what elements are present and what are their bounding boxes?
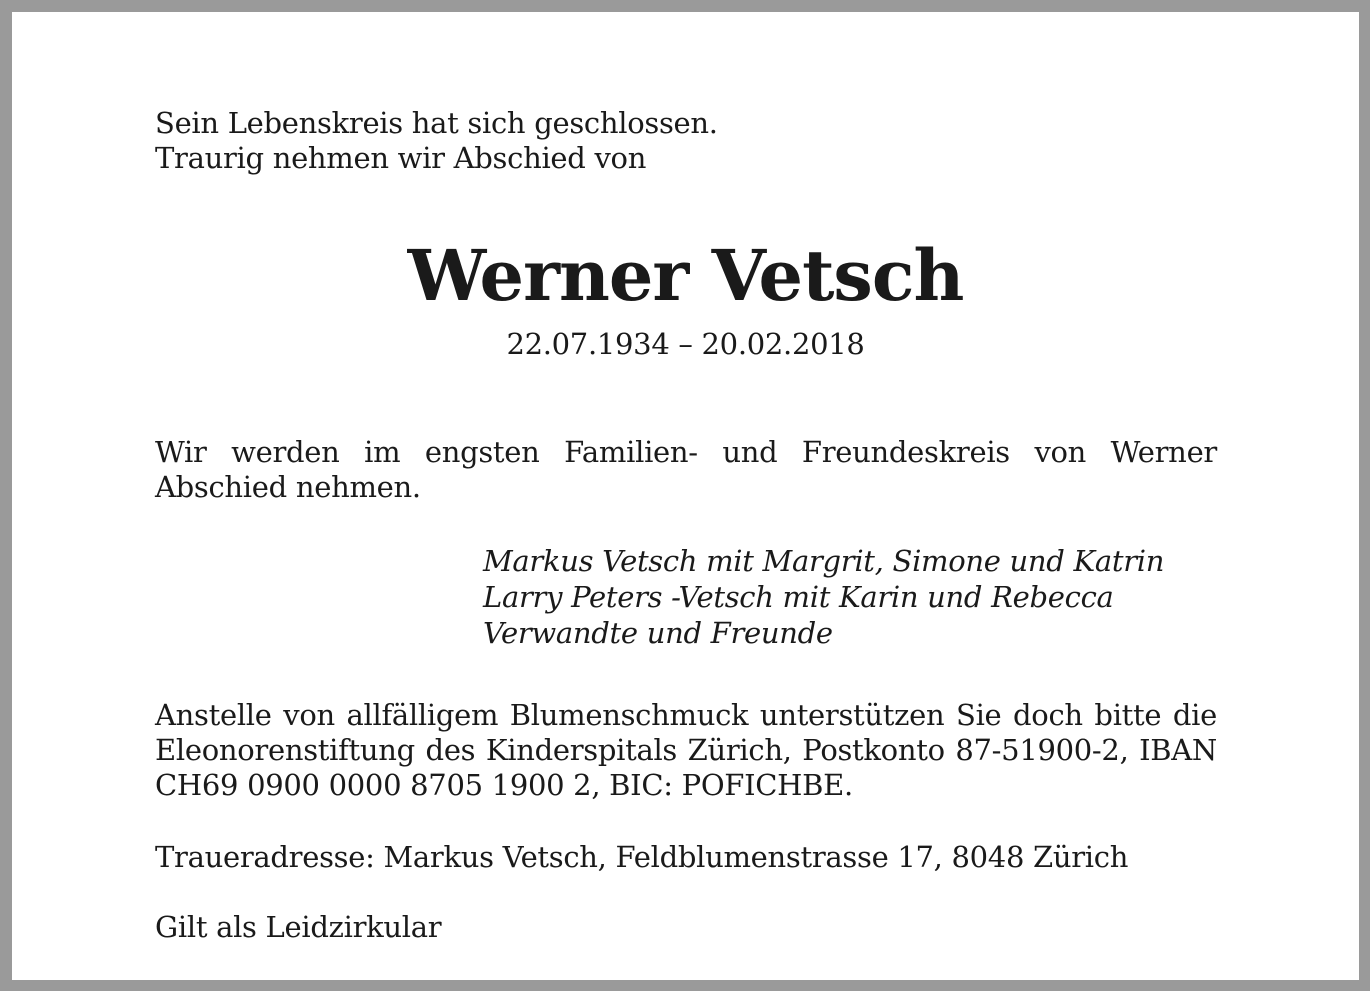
deceased-name: Werner Vetsch [407,234,964,317]
intro-text [155,106,1217,176]
life-dates: 22.07.1934 – 20.02.2018 [506,327,865,361]
intro-line-2: Traurig nehmen wir Abschied von [155,141,647,175]
mourner-line: Verwandte und Freunde [483,616,833,650]
mourning-address: Traueradresse: Markus Vetsch, Feldblumenstrasse 17, 8048 Zürich [155,840,1129,874]
intro-line-1: Sein Lebenskreis hat sich geschlossen. [155,106,718,140]
farewell-announcement: Wir werden im engsten Familien- und Freundeskreis von Werner Abschied nehmen. [155,435,1217,504]
circular-note: Gilt als Leidzirkular [155,910,442,944]
mourner-line: Markus Vetsch mit Margrit, Simone und Katrin [483,544,1165,578]
donation-request: Anstelle von allfälligem Blumenschmuck unterstützen Sie doch bitte die Eleonorenstiftung des Kinderspitals Zürich, Postkonto 87-51900-2, IBAN CH69 0900 0000 8705 1900 2, BIC: POFICHBE. [155,698,1217,802]
mourners-list [483,543,1243,651]
mourner-line: Larry Peters -Vetsch mit Karin und Rebecca [483,580,1114,614]
